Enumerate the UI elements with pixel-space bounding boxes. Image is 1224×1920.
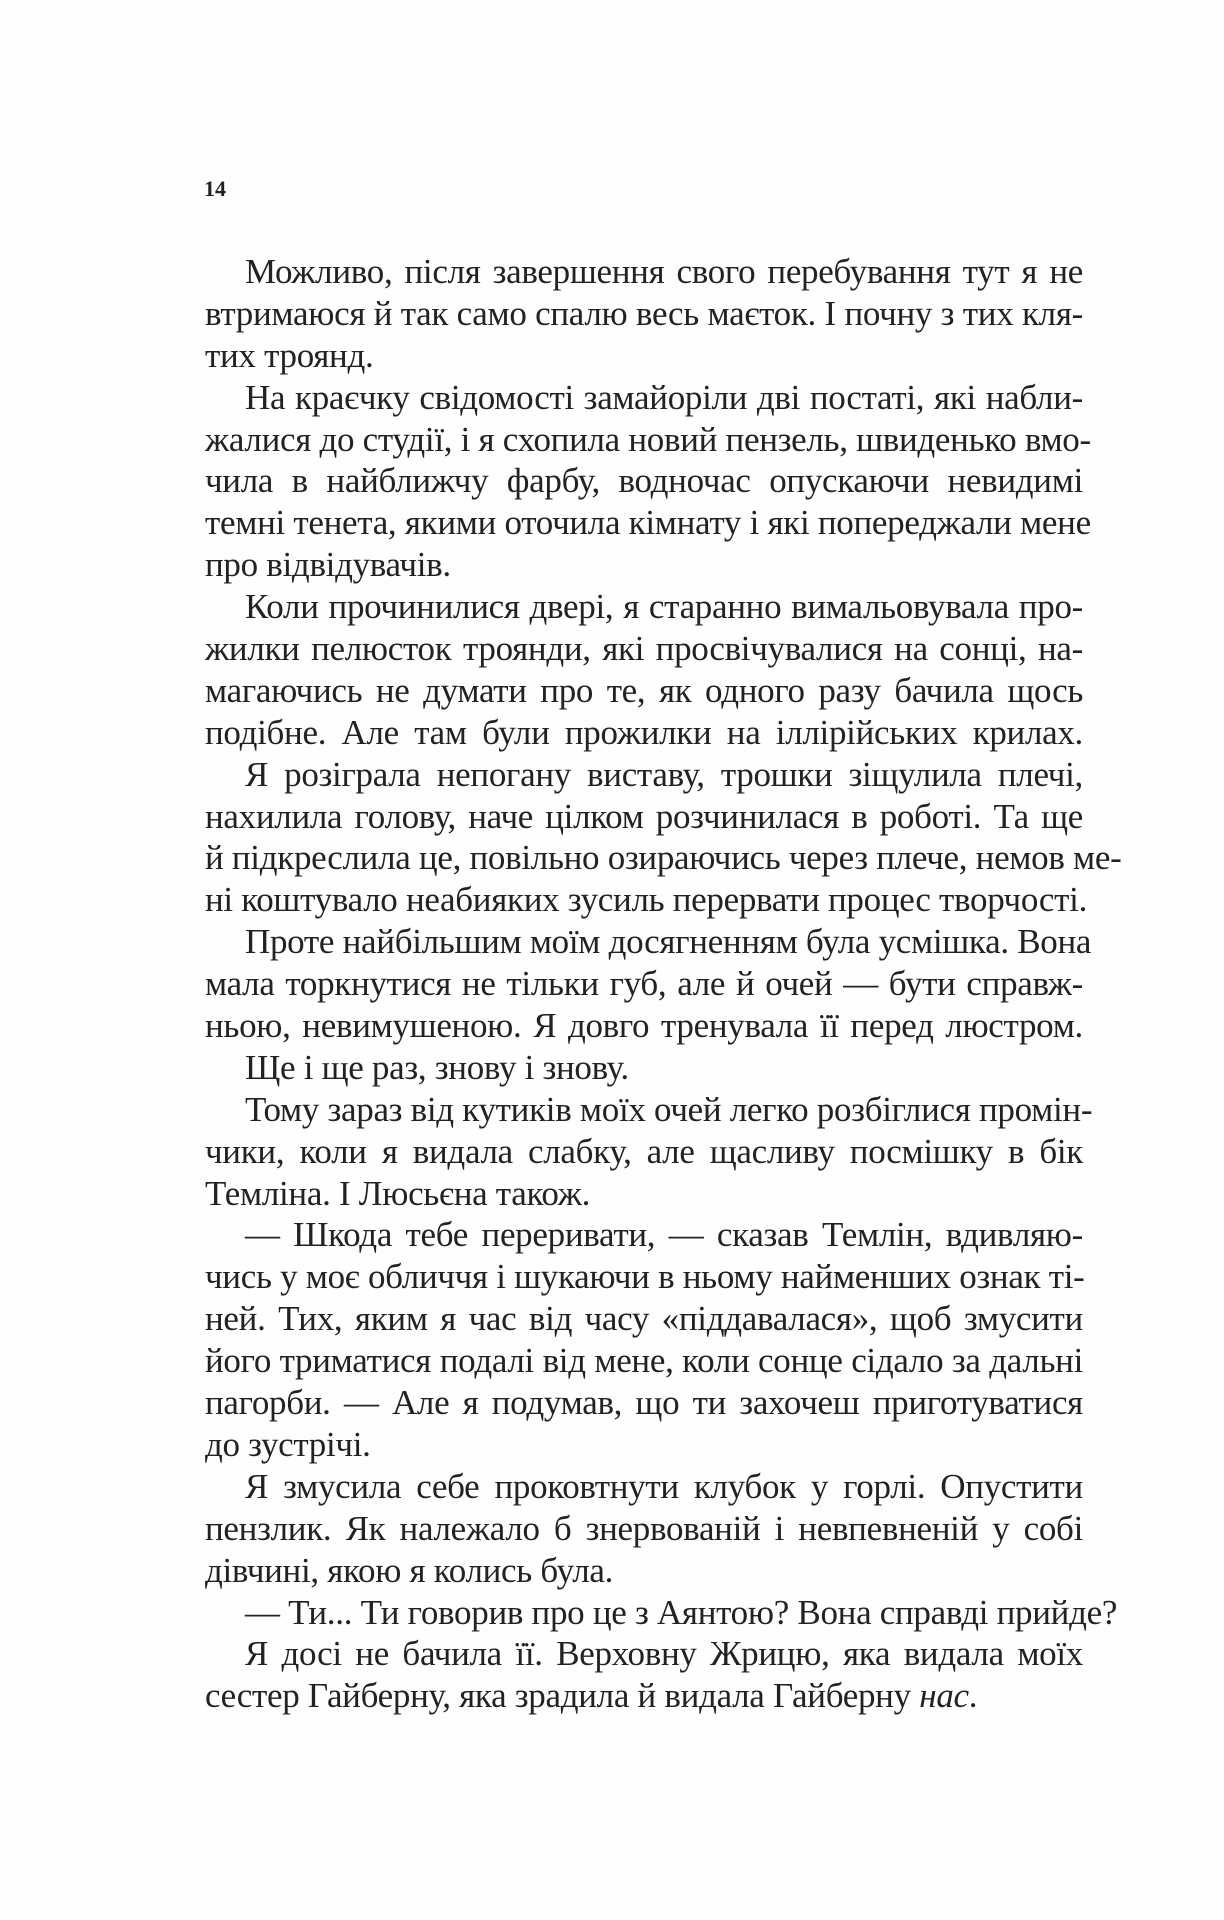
text-line: жалися до студії, і я схопила новий пензель, швиденько вмо- [205,419,1091,459]
text-line: магаючись не думати про те, як одного разу бачила щось [205,670,1083,710]
text-line: його триматися подалі від мене, коли сонце сідало за дальні [205,1341,1083,1381]
paragraph [205,1466,1083,1592]
text-line: — Ти... Ти говорив про це з Аянтою? Вона справді прийде? [245,1592,1118,1632]
text-line: ньою, невимушеною. Я довго тренувала її перед люстром. [205,1006,1083,1046]
paragraph [205,251,1083,377]
text-fragment: . [968,1676,978,1716]
paragraph [205,1089,1093,1215]
paragraph [205,377,1091,586]
text-line: й підкреслила це, повільно озираючись через плече, немов ме- [205,838,1122,878]
page-number: 14 [204,176,226,201]
text-fragment: сестер Гайберну, яка зрадила й видала Гайберну [205,1676,920,1716]
text-line: подібне. Але там були прожилки на іллірійських крилах. [205,712,1083,752]
text-line: тих троянд. [205,335,374,375]
text-line: Я досі не бачила її. Верховну Жрицю, яка видала моїх [245,1634,1083,1674]
text-line: чики, коли я видала слабку, але щасливу посмішку в бік [205,1131,1083,1171]
paragraph [205,754,1122,922]
text-line: Я розіграла непогану виставу, трошки зіщулила плечі, [245,754,1083,794]
text-line: На краєчку свідомості замайоріли дві постаті, які набли- [245,377,1083,417]
text-line: пагорби. — Але я подумав, що ти захочеш приготуватися [205,1383,1083,1423]
body-text [205,251,1122,1717]
text-line: ней. Тих, яким я час від часу «піддавалася», щоб змусити [205,1299,1083,1339]
paragraph [205,1592,1118,1634]
text-line: Ще і ще раз, знову і знову. [245,1047,629,1087]
paragraph [205,586,1083,754]
text-line: до зустрічі. [205,1424,371,1464]
text-line: нахилила голову, наче цілком розчинилася в роботі. Та ще [205,796,1083,836]
text-line: Коли прочинилися двері, я старанно вимальовувала про- [245,587,1083,627]
text-line: пензлик. Як належало б знервованій і невпевненій у собі [205,1508,1083,1548]
text-line: ні коштувало неабияких зусиль перервати процес творчості. [205,880,1088,920]
text-line: темні тенета, якими оточила кімнату і які попереджали мене [205,503,1091,543]
text-line: мала торкнутися не тільки губ, але й очей — бути справж- [205,964,1083,1004]
text-line: — Шкода тебе переривати, — сказав Темлін, вдивляю- [245,1215,1083,1255]
text-line: чись у моє обличчя і шукаючи в ньому найменших ознак ті- [205,1257,1085,1297]
text-line: Проте найбільшим моїм досягненням була усмішка. Вона [245,922,1092,962]
text-line: жилки пелюсток троянди, які просвічувалися на сонці, на- [205,629,1083,669]
text-line: Я змусила себе проковтнути клубок у горлі. Опустити [245,1466,1083,1506]
text-line: Темліна. І Люсьєна також. [205,1173,591,1213]
text-line: чила в найближчу фарбу, водночас опускаючи невидимі [205,461,1083,501]
emphasized-word: нас [919,1676,969,1716]
paragraph [205,921,1092,1047]
text-line: Тому зараз від кутиків моїх очей легко розбіглися промін- [245,1089,1093,1129]
text-line: Можливо, після завершення свого перебування тут я не [245,252,1083,291]
text-line: дівчині, якою я колись була. [205,1550,614,1590]
paragraph [205,1633,1083,1717]
paragraph [205,1214,1083,1465]
paragraph [205,1047,1083,1089]
text-line: втримаюся й так само спалю весь маєток. І почну з тих кля- [205,293,1083,333]
text-line [205,1675,1083,1717]
text-line: про відвідувачів. [205,545,451,585]
